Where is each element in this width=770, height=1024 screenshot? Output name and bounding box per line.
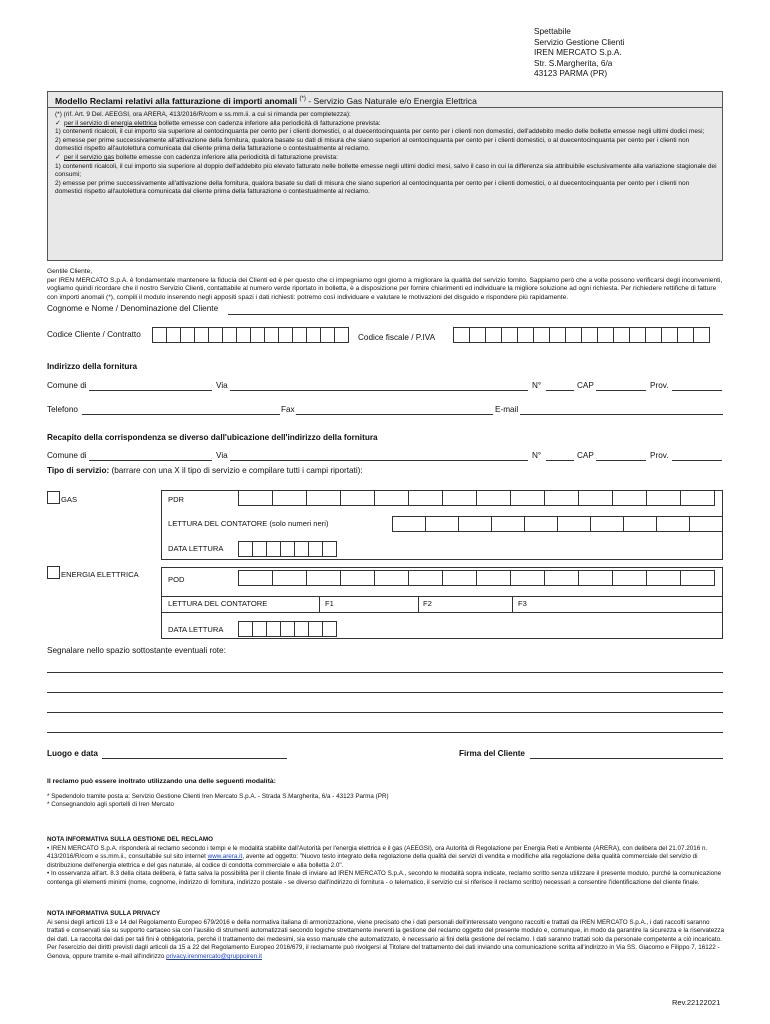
title-mark: (*) xyxy=(299,96,306,102)
recipient-address xyxy=(534,26,624,79)
char-cell[interactable] xyxy=(292,327,307,343)
char-cell[interactable] xyxy=(544,570,579,586)
char-cell[interactable] xyxy=(501,327,518,343)
checkmark-icon: ✓ xyxy=(55,153,61,161)
prov-label: Prov. xyxy=(650,451,669,460)
recipient-line: IREN MERCATO S.p.A. xyxy=(534,47,622,57)
info-ref: (*) (rif. Art. 9 Del. AEEGSI, ora ARERA, 413/2016/R/com e ss.mm.ii. a cui si rimanda per completezza): xyxy=(55,111,351,118)
char-cell[interactable] xyxy=(194,327,209,343)
char-cell[interactable] xyxy=(306,490,341,506)
char-cell[interactable] xyxy=(280,621,295,637)
lettura-ee-top xyxy=(161,596,723,597)
char-cell[interactable] xyxy=(152,327,167,343)
email-field[interactable] xyxy=(520,414,723,415)
numero-label: N° xyxy=(532,381,542,390)
char-cell[interactable] xyxy=(646,490,681,506)
char-cell[interactable] xyxy=(252,541,267,557)
lettura-gas-label: LETTURA DEL CONTATORE (solo numeri neri) xyxy=(168,519,329,528)
char-cell[interactable] xyxy=(392,516,426,532)
prov-label: Prov. xyxy=(650,381,669,390)
segnalare-label: Segnalare nello spazio sottostante eventuali rote: xyxy=(47,646,226,655)
modalita-title: Il reclamo può essere inoltrato utilizzando una delle seguenti modalità: xyxy=(47,778,276,785)
char-cell[interactable] xyxy=(334,327,349,343)
energia-label: ENERGIA ELETTRICA xyxy=(61,570,139,579)
f-divider xyxy=(418,596,419,612)
char-cell[interactable] xyxy=(458,516,492,532)
char-cell[interactable] xyxy=(340,570,375,586)
telefono-field[interactable] xyxy=(82,414,280,415)
data-lettura-ee-label: DATA LETTURA xyxy=(168,625,224,634)
char-cell[interactable] xyxy=(549,327,566,343)
char-cell[interactable] xyxy=(308,541,323,557)
char-cell[interactable] xyxy=(238,490,273,506)
char-cell[interactable] xyxy=(491,516,525,532)
luogo-label: Luogo e data xyxy=(47,749,98,758)
char-cell[interactable] xyxy=(408,570,443,586)
notes-line[interactable] xyxy=(47,692,723,693)
notes-line[interactable] xyxy=(47,732,723,733)
f3-label[interactable]: F3 xyxy=(518,599,527,608)
char-cell[interactable] xyxy=(510,570,545,586)
nota-privacy-text: Ai sensi degli articoli 13 e 14 del Regolamento Europeo 679/2016 e della normativa italiana di armonizzazione, viene precisato che i dati personali dell'interessato vengono raccolti e trattati da IREN MERCATO S.p.A., i dati raccolti saranno trattati e conservati sia su supporto cartaceo sia con l'ausilio di strumenti automatizzati secondo logiche strettamente inerenti la gestione del reclamo oggetto del presente modulo e, comunque, in modo da garantire la sicurezza e la riservatezza dei dati. La raccolta dei dati per tali fini è obbligatoria, perché il trattamento dei medesimi, sia esso manuale che automatizzato, è necessario ai fini della gestione del reclamo. I dati saranno trattati solo da personale competente a ciò incaricato. Per l'esercizio dei diritti previsti dagli articoli da 15 a 22 del Regolamento Europeo 2016/679, il reclamante può rivolgersi al Titolare del trattamento dei dati inviando una comunicazione scritta all'indirizzo in Via SS. Giacomo e Filippo 7, 16122 - Genova, oppure tramite e-mail all'indirizzo xyxy=(47,918,725,960)
pdr-field[interactable] xyxy=(238,490,723,506)
fax-field[interactable] xyxy=(296,414,493,415)
pod-label: POD xyxy=(168,575,185,584)
arera-link[interactable]: www.arera.it xyxy=(207,853,243,861)
cap-label: CAP xyxy=(577,381,594,390)
electric-item-1: 1) contenenti ricalcoli, il cui importo sia superiore al centocinquanta per cento per i clienti domestici, o al duecentocinquanta per cento per i clienti non domestici, dell'addebito medio delle bollette emesse negli ultimi dodici mesi; xyxy=(55,128,705,136)
char-cell[interactable] xyxy=(646,570,681,586)
recipient-line: Spettabile xyxy=(534,26,571,36)
luogo-field[interactable] xyxy=(102,758,287,759)
nota-privacy-title: NOTA INFORMATIVA SULLA PRIVACY xyxy=(47,910,161,917)
modalita-section xyxy=(47,778,725,810)
intro-text xyxy=(47,268,723,303)
gas-label: GAS xyxy=(61,495,78,504)
intro-body: per IREN MERCATO S.p.A. è fondamentale mantenere la fiducia dei Clienti ed è per questo che ci impegniamo ogni giorno a migliorare la qualità del servizio fornito. Sappiamo però che a volte possono verificarsi degli inconvenienti, vogliamo quindi ricordare che il nostro Servizio Clienti, contattabile al numero verde riportato in bolletta, è a disposizione per fornire chiarimenti ed individuare la migliore soluzione ad ogni richiesta. Per richiedere rettifiche di fatture con importi anomali (*), compili il modulo inserendo negli appositi spazi i dati richiesti: potremo così individuare e valutare le motivazioni del disguido e rispondere più rapidamente. xyxy=(47,276,723,302)
char-cell[interactable] xyxy=(374,490,409,506)
char-cell[interactable] xyxy=(442,570,477,586)
char-cell[interactable] xyxy=(597,327,614,343)
char-cell[interactable] xyxy=(476,490,511,506)
char-cell[interactable] xyxy=(306,570,341,586)
char-cell[interactable] xyxy=(623,516,657,532)
indirizzo-title: Indirizzo della fornitura xyxy=(47,362,138,371)
via-label: Via xyxy=(216,381,228,390)
nota-reclamo xyxy=(47,836,725,888)
char-cell[interactable] xyxy=(166,327,181,343)
recapito-title: Recapito della corrispondenza se diverso dall'ubicazione dell'indirizzo della fornitura xyxy=(47,433,378,442)
numero-label: N° xyxy=(532,451,542,460)
f2-label[interactable]: F2 xyxy=(423,599,432,608)
recipient-line: Servizio Gestione Clienti xyxy=(534,36,625,47)
char-cell[interactable] xyxy=(180,327,195,343)
recapito-numero-field[interactable] xyxy=(546,460,574,461)
char-cell[interactable] xyxy=(485,327,502,343)
char-cell[interactable] xyxy=(517,327,534,343)
recapito-prov-field[interactable] xyxy=(672,460,722,461)
nota-reclamo-p2: • In osservanza all'art. 8.3 della citata delibera, è fatta salva la possibilità per il cliente finale di inviare ad IREN MERCATO S.p.A., secondo le modalità sopra indicate, reclamo scritto senza utilizzare il presente modulo, purché la comunicazione contenga gli elementi minimi (nome, cognome, indirizzo di fornitura, indirizzo postale - se diverso dall'indirizzo di fornitura - o telematico, il servizio cui si riferisce il reclamo scritto) necessari a consentire l'identificazione del cliente finale. xyxy=(47,870,722,886)
tipo-servizio-hint: (barrare con una X il tipo di servizio e compilare tutti i campi riportati): xyxy=(109,466,363,475)
char-cell[interactable] xyxy=(340,490,375,506)
lettura-ee-label: LETTURA DEL CONTATORE xyxy=(168,599,268,608)
char-cell[interactable] xyxy=(524,516,558,532)
lettura-ee-divider xyxy=(161,612,723,613)
char-cell[interactable] xyxy=(677,327,694,343)
char-cell[interactable] xyxy=(280,541,295,557)
firma-field[interactable] xyxy=(530,758,723,759)
cognome-label: Cognome e Nome / Denominazione del Cliente xyxy=(47,304,219,313)
char-cell[interactable] xyxy=(425,516,459,532)
title-rest: - Servizio Gas Naturale e/o Energia Elettrica xyxy=(305,95,477,106)
info-gas-heading xyxy=(55,154,717,163)
codice-cliente-field[interactable] xyxy=(152,327,348,343)
tipo-servizio xyxy=(47,466,363,475)
fax-label: Fax xyxy=(281,405,295,414)
char-cell[interactable] xyxy=(533,327,550,343)
char-cell[interactable] xyxy=(645,327,662,343)
recapito-comune-field[interactable] xyxy=(89,460,212,461)
recipient-line: 43123 PARMA (PR) xyxy=(534,68,608,78)
notes-line[interactable] xyxy=(47,712,723,713)
cognome-field[interactable] xyxy=(228,314,723,315)
prov-field[interactable] xyxy=(672,390,722,391)
char-cell[interactable] xyxy=(476,570,511,586)
char-cell[interactable] xyxy=(208,327,223,343)
data-lettura-gas-label: DATA LETTURA xyxy=(168,544,224,553)
lettura-gas-field[interactable] xyxy=(392,516,723,532)
char-cell[interactable] xyxy=(238,541,253,557)
char-cell[interactable] xyxy=(322,541,337,557)
info-box-title xyxy=(47,91,723,108)
char-cell[interactable] xyxy=(222,327,237,343)
modalita-item: * Consegnandolo agli sportelli di Iren Mercato xyxy=(47,801,175,809)
f-divider xyxy=(512,596,513,612)
f-divider xyxy=(319,596,320,612)
char-cell[interactable] xyxy=(442,490,477,506)
char-cell[interactable] xyxy=(693,327,710,343)
char-cell[interactable] xyxy=(612,570,647,586)
char-cell[interactable] xyxy=(656,516,690,532)
electric-label: per il servizio di energia elettrica xyxy=(64,119,157,127)
via-label: Via xyxy=(216,451,228,460)
gas-rest: bollette emesse con cadenza inferiore alla periodicità di fatturazione prevista: xyxy=(114,153,338,161)
codice-fiscale-label: Codice fiscale / P.IVA xyxy=(358,333,436,342)
char-cell[interactable] xyxy=(453,327,470,343)
email-label: E-mail xyxy=(495,405,519,414)
char-cell[interactable] xyxy=(689,516,723,532)
char-cell[interactable] xyxy=(581,327,598,343)
char-cell[interactable] xyxy=(308,621,323,637)
char-cell[interactable] xyxy=(278,327,293,343)
checkmark-icon: ✓ xyxy=(55,119,61,127)
gas-checkbox[interactable] xyxy=(47,491,60,504)
revision-label: Rev.22122021 xyxy=(672,998,721,1007)
char-cell[interactable] xyxy=(612,490,647,506)
pod-field[interactable] xyxy=(238,570,723,586)
char-cell[interactable] xyxy=(306,327,321,343)
firma-label: Firma del Cliente xyxy=(459,749,525,758)
char-cell[interactable] xyxy=(613,327,630,343)
data-lettura-gas-field[interactable] xyxy=(238,541,336,557)
char-cell[interactable] xyxy=(469,327,486,343)
char-cell[interactable] xyxy=(578,490,613,506)
char-cell[interactable] xyxy=(320,327,335,343)
nota-reclamo-p1 xyxy=(47,845,725,871)
nota-privacy xyxy=(47,910,725,962)
char-cell[interactable] xyxy=(408,490,443,506)
codice-fiscale-field[interactable] xyxy=(453,327,723,343)
char-cell[interactable] xyxy=(544,490,579,506)
tipo-servizio-label: Tipo di servizio: xyxy=(47,466,110,475)
char-cell[interactable] xyxy=(294,621,309,637)
char-cell[interactable] xyxy=(590,516,624,532)
comune-label: Comune di xyxy=(47,451,87,460)
pdr-label: PDR xyxy=(168,495,185,504)
comune-field[interactable] xyxy=(89,390,212,391)
codice-cliente-label: Codice Cliente / Contratto xyxy=(47,330,141,339)
electric-item-2: 2) emesse per prime successivamente all'attivazione della fornitura, qualora basate su dati di misura che siano superiori al centocinquanta per cento per i clienti domestici, o al duecentocinquanta per cento per i clienti non domestici rispetto all'autolettura comunicata dal cliente prima della fatturazione o contestualmente al reclamo. xyxy=(55,136,690,153)
telefono-label: Telefono xyxy=(47,405,78,414)
char-cell[interactable] xyxy=(236,327,251,343)
gas-item-2: 2) emesse per prime successivamente all'attivazione della fornitura, qualora basate su dati di misura che siano superiori al centocinquanta per cento per i clienti domestici, o al duecentocinquanta per cento per i clienti non domestici rispetto all'autolettura comunicata dal cliente prima della fatturazione o contestualmente al reclamo. xyxy=(55,179,690,196)
comune-label: Comune di xyxy=(47,381,87,390)
notes-line[interactable] xyxy=(47,672,723,673)
char-cell[interactable] xyxy=(557,516,591,532)
char-cell[interactable] xyxy=(264,327,279,343)
recapito-cap-field[interactable] xyxy=(596,460,646,461)
char-cell[interactable] xyxy=(252,621,267,637)
f1-label[interactable]: F1 xyxy=(325,599,334,608)
nota-reclamo-title: NOTA INFORMATIVA SULLA GESTIONE DEL RECLAMO xyxy=(47,836,214,843)
energia-checkbox[interactable] xyxy=(47,566,60,579)
char-cell[interactable] xyxy=(629,327,646,343)
cap-field[interactable] xyxy=(596,390,646,391)
nota-reclamo-p1b: , avente ad oggetto: "Nuovo testo integrato della regolazione della qualità dei servizi di vendita e modifiche alla regolazione della qualità commerciale del servizio di distribuzione dell'energia elettrica e del gas naturale, al codice di condotta commerciale e alla bolletta 2.0". xyxy=(47,853,698,869)
char-cell[interactable] xyxy=(250,327,265,343)
privacy-email-link[interactable]: privacy.irenmercato@gruppoiren.it xyxy=(166,952,263,960)
char-cell[interactable] xyxy=(266,621,281,637)
char-cell[interactable] xyxy=(374,570,409,586)
char-cell[interactable] xyxy=(266,541,281,557)
char-cell[interactable] xyxy=(565,327,582,343)
gas-label: per il servizio gas xyxy=(64,153,115,161)
char-cell[interactable] xyxy=(510,490,545,506)
char-cell[interactable] xyxy=(661,327,678,343)
numero-field[interactable] xyxy=(546,390,574,391)
data-lettura-ee-field[interactable] xyxy=(238,621,336,637)
char-cell[interactable] xyxy=(322,621,337,637)
nota-reclamo-p1a: • IREN MERCATO S.p.A. risponderà al reclamo secondo i tempi e le modalità stabilite dall'Autorità per l'energia elettrica e il gas (AEEGSI), ora Autorità di Regolazione per Energia Reti e Ambiente (ARERA), con delibera del 21.07.2016 n. 413/2016/R/com e ss.mm.ii., consultabile sul sito internet xyxy=(47,844,708,861)
char-cell[interactable] xyxy=(272,570,307,586)
info-electric-heading xyxy=(55,120,717,129)
char-cell[interactable] xyxy=(578,570,613,586)
cap-label: CAP xyxy=(577,451,594,460)
electric-rest: bollette emesse con cadenza inferiore alla periodicità di fatturazione prevista: xyxy=(156,119,381,127)
recapito-via-field[interactable] xyxy=(230,460,528,461)
char-cell[interactable] xyxy=(294,541,309,557)
title-bold: Modello Reclami relativi alla fatturazione di importi anomali xyxy=(55,95,298,106)
gas-item-1: 1) contenenti ricalcoli, il cui importo sia superiore al doppio dell'addebito più elevato fatturato nelle bollette emesse negli ultimi dodici mesi, salvo il caso in cui la differenza sia attribuibile esclusivamente alla variazione stagionale dei consumi; xyxy=(55,162,717,179)
info-box-body xyxy=(55,111,717,197)
char-cell[interactable] xyxy=(238,570,273,586)
char-cell[interactable] xyxy=(680,570,715,586)
nota-privacy-body xyxy=(47,919,725,962)
intro-greeting: Gentile Cliente, xyxy=(47,268,93,275)
modalita-item: * Spedendolo tramite posta a: Servizio Gestione Clienti Iren Mercato S.p.A. - Strada S.Margherita, 6/a - 43123 Parma (PR) xyxy=(47,792,389,800)
recipient-line: Str. S.Margherita, 6/a xyxy=(534,57,613,68)
char-cell[interactable] xyxy=(272,490,307,506)
char-cell[interactable] xyxy=(680,490,715,506)
char-cell[interactable] xyxy=(238,621,253,637)
via-field[interactable] xyxy=(230,390,528,391)
